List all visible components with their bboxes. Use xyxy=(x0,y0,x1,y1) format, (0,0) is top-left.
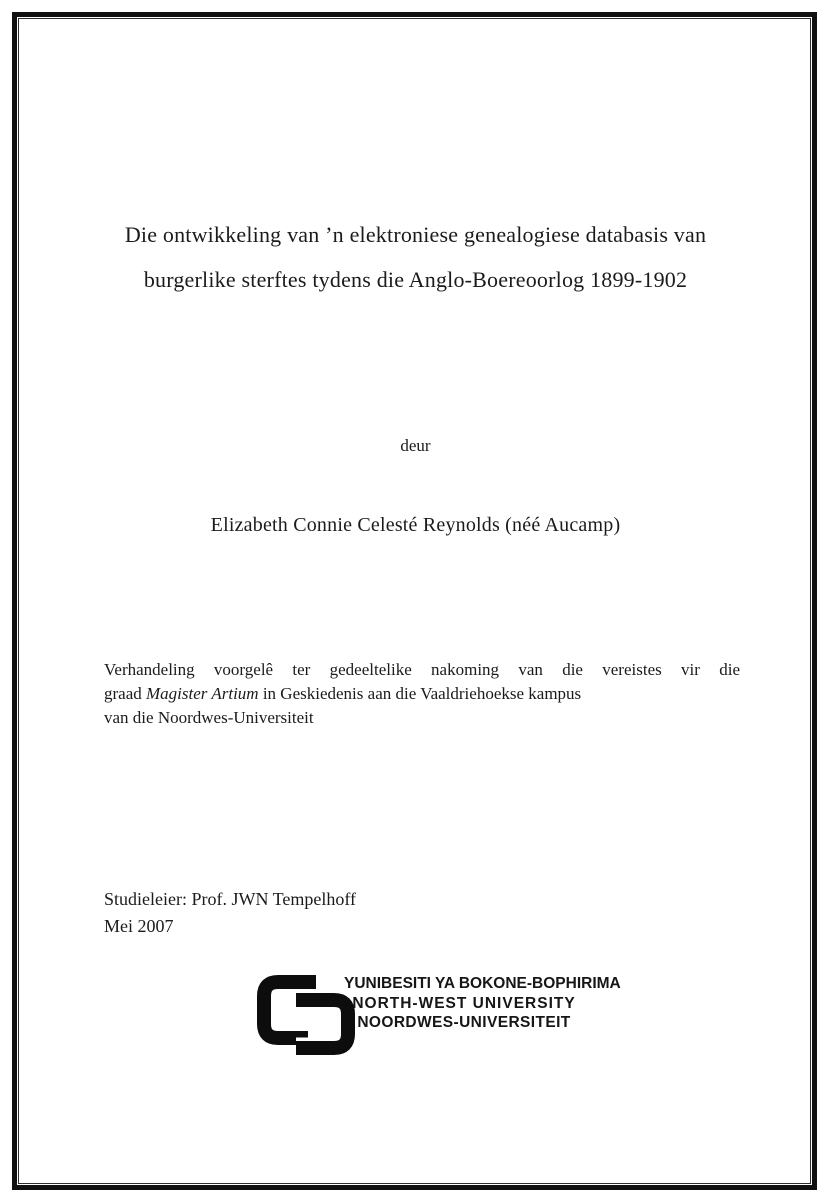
degree-name-italic: Magister Artium xyxy=(146,684,259,703)
thesis-title xyxy=(0,212,831,302)
date-line: Mei 2007 xyxy=(104,916,174,936)
declaration-line-1: Verhandeling voorgelê ter gedeeltelike nakoming van die vereistes vir die xyxy=(104,660,740,679)
declaration-line-2-before: graad xyxy=(104,684,147,703)
declaration-line-2 xyxy=(104,682,740,706)
logo-text-english: NORTH-WEST UNIVERSITY xyxy=(352,994,576,1012)
logo-text-setswana: YUNIBESITI YA BOKONE-BOPHIRIMA xyxy=(344,975,621,992)
declaration-paragraph xyxy=(104,658,740,730)
university-logo-text xyxy=(344,974,621,1033)
logo-text-afrikaans: NOORDWES-UNIVERSITEIT xyxy=(357,1014,571,1031)
thesis-title-line-1: Die ontwikkeling van ’n elektroniese genealogiese databasis van xyxy=(124,222,707,247)
declaration-line-3: van die Noordwes-Universiteit xyxy=(104,708,314,727)
thesis-title-line-2: burgerlike sterftes tydens die Anglo-Boereoorlog 1899-1902 xyxy=(143,267,688,292)
nwu-chain-links-icon xyxy=(256,972,356,1058)
author-name: Elizabeth Connie Celesté Reynolds (néé Aucamp) xyxy=(210,514,621,536)
supervisor-line: Studieleier: Prof. JWN Tempelhoff xyxy=(104,889,357,909)
supervisor-block xyxy=(104,886,356,940)
university-logo xyxy=(256,970,621,1060)
declaration-line-2-after: in Geskiedenis aan die Vaaldriehoekse kampus xyxy=(258,684,582,703)
byline-deur: deur xyxy=(400,436,431,455)
